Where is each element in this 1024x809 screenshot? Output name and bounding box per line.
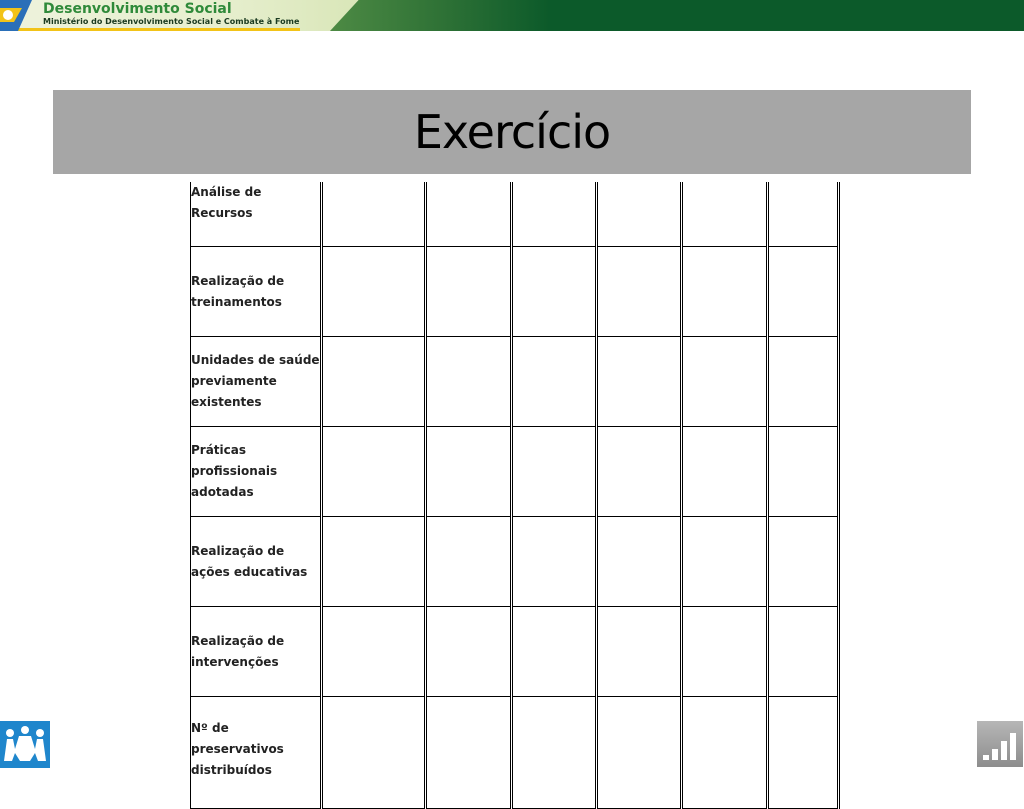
table-cell[interactable]: [322, 182, 426, 247]
table-cell[interactable]: [768, 427, 839, 517]
header-banner: [0, 0, 1024, 31]
ministry-title: Desenvolvimento Social: [43, 1, 232, 17]
table-cell[interactable]: [512, 427, 597, 517]
exercise-table: [190, 182, 840, 809]
row-label-intervencoes: Realização de intervenções: [191, 607, 322, 697]
table-cell[interactable]: [682, 337, 768, 427]
table-cell[interactable]: [512, 607, 597, 697]
banner-gradient-band: [330, 0, 550, 31]
exercise-table-wrapper: [190, 182, 838, 777]
table-cell[interactable]: [768, 247, 839, 337]
table-cell[interactable]: [426, 517, 512, 607]
table-row: [191, 427, 839, 517]
table-cell[interactable]: [426, 337, 512, 427]
row-label-preservativos: Nº de preservativos distribuídos: [191, 697, 322, 809]
table-cell[interactable]: [426, 697, 512, 809]
ministry-subtitle: Ministério do Desenvolvimento Social e Combate à Fome: [43, 17, 300, 26]
table-cell[interactable]: [512, 337, 597, 427]
table-cell[interactable]: [512, 697, 597, 809]
table-row: [191, 697, 839, 809]
table-cell[interactable]: [597, 607, 682, 697]
table-cell[interactable]: [322, 247, 426, 337]
table-cell[interactable]: [597, 517, 682, 607]
table-cell[interactable]: [426, 607, 512, 697]
table-cell[interactable]: [512, 182, 597, 247]
table-cell[interactable]: [322, 337, 426, 427]
table-cell[interactable]: [322, 607, 426, 697]
table-cell[interactable]: [597, 427, 682, 517]
people-logo-icon: [0, 721, 50, 768]
table-cell[interactable]: [768, 182, 839, 247]
table-cell[interactable]: [426, 247, 512, 337]
table-cell[interactable]: [682, 182, 768, 247]
table-cell[interactable]: [682, 517, 768, 607]
table-cell[interactable]: [682, 247, 768, 337]
table-row: [191, 247, 839, 337]
table-cell[interactable]: [768, 607, 839, 697]
table-cell[interactable]: [322, 517, 426, 607]
row-label-unidades-saude: Unidades de saúde previamente existentes: [191, 337, 322, 427]
table-cell[interactable]: [597, 337, 682, 427]
table-cell[interactable]: [512, 517, 597, 607]
table-cell[interactable]: [682, 697, 768, 809]
table-cell[interactable]: [512, 247, 597, 337]
table-cell[interactable]: [426, 427, 512, 517]
title-bar: [53, 90, 971, 174]
table-cell[interactable]: [597, 247, 682, 337]
row-label-praticas-profissionais: Práticas profissionais adotadas: [191, 427, 322, 517]
table-cell[interactable]: [322, 427, 426, 517]
government-emblem-icon: [0, 0, 32, 31]
row-label-treinamentos: Realização de treinamentos: [191, 247, 322, 337]
table-row: [191, 182, 839, 247]
bar-chart-icon: [977, 721, 1023, 767]
table-cell[interactable]: [682, 607, 768, 697]
table-cell[interactable]: [682, 427, 768, 517]
row-label-acoes-educativas: Realização de ações educativas: [191, 517, 322, 607]
banner-yellow-stripe: [0, 28, 300, 31]
slide-title: Exercício: [413, 105, 611, 159]
table-cell[interactable]: [426, 182, 512, 247]
table-row: [191, 607, 839, 697]
table-cell[interactable]: [768, 337, 839, 427]
table-cell[interactable]: [322, 697, 426, 809]
table-cell[interactable]: [768, 697, 839, 809]
table-cell[interactable]: [768, 517, 839, 607]
table-cell[interactable]: [597, 697, 682, 809]
table-row: [191, 337, 839, 427]
row-label-analise-recursos: Análise de Recursos: [191, 182, 322, 247]
table-row: [191, 517, 839, 607]
table-cell[interactable]: [597, 182, 682, 247]
